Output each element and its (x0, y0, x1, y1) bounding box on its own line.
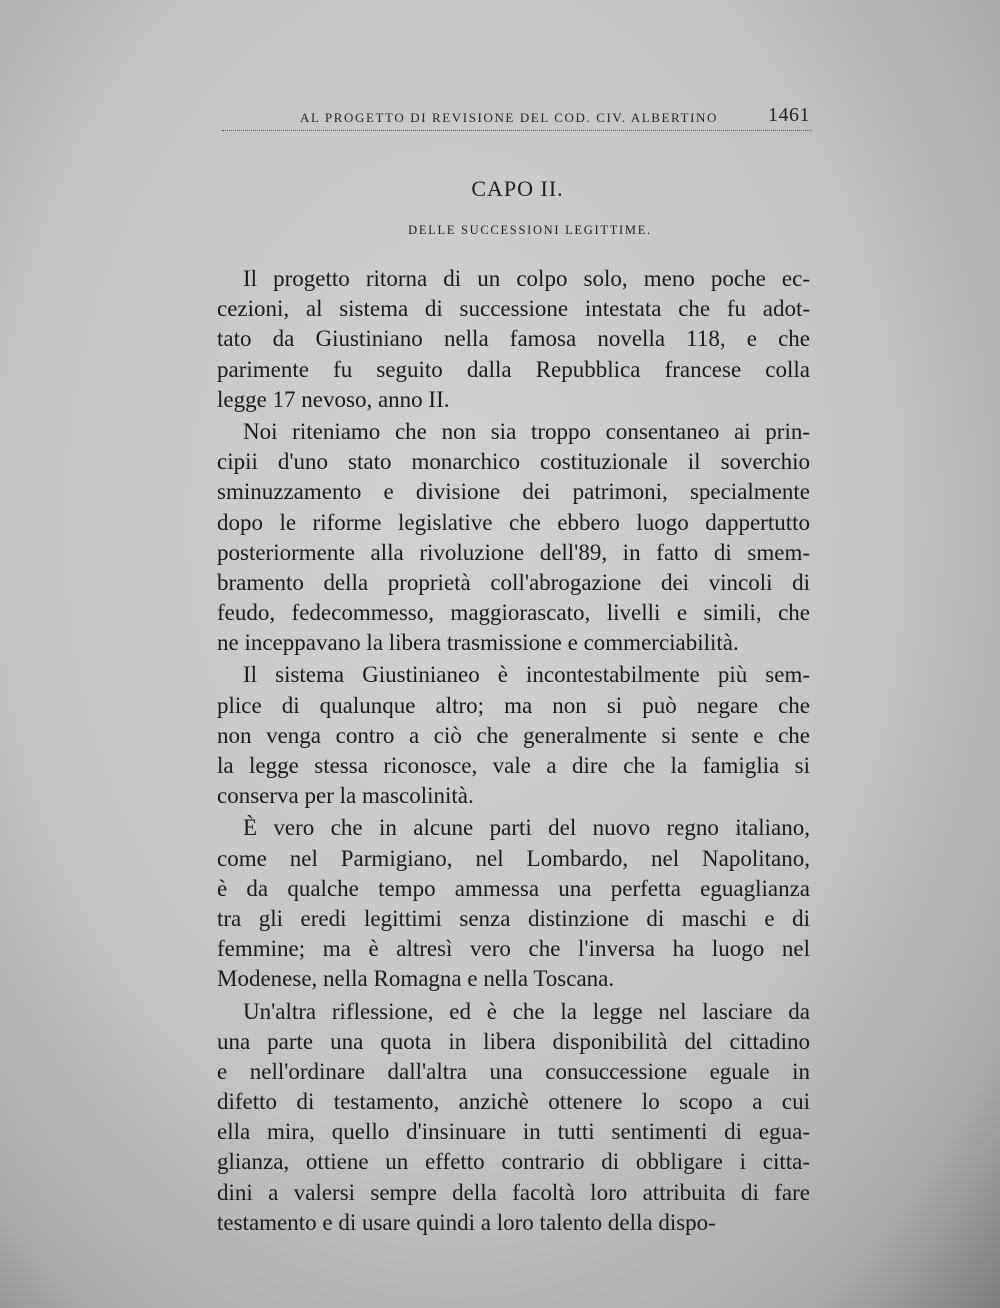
paragraph (217, 417, 810, 659)
text-line: sminuzzamento e divisione dei patrimoni, specialmente (217, 479, 810, 505)
chapter-title: CAPO II. (471, 176, 564, 201)
text-line: ne inceppavano la libera trasmissione e commerciabilità. (217, 630, 739, 656)
text-line: tato da Giustiniano nella famosa novella 118, e che (217, 326, 810, 352)
text-line: cipii d'uno stato monarchico costituzionale il soverchio (217, 449, 810, 475)
text-line: cezioni, al sistema di successione intestata che fu adot- (217, 296, 810, 322)
text-line: parimente fu seguito dalla Repubblica francese colla (217, 356, 810, 382)
text-line: dini a valersi sempre della facoltà loro attribuita di fare (217, 1179, 810, 1205)
text-line: ella mira, quello d'insinuare in tutti sentimenti di egua- (217, 1119, 810, 1145)
text-line: feudo, fedecommesso, maggiorascato, livelli e simili, che (217, 600, 810, 626)
text-line: e nell'ordinare dall'altra una consuccessione eguale in (217, 1058, 810, 1084)
paragraph (217, 813, 810, 994)
text-line: tra gli eredi legittimi senza distinzione di maschi e di (217, 905, 810, 931)
text-line: Noi riteniamo che non sia troppo consentaneo ai prin- (243, 418, 810, 444)
text-line: testamento e di usare quindi a loro talento della dispo- (217, 1209, 716, 1235)
text-line: Modenese, nella Romagna e nella Toscana. (217, 966, 615, 992)
text-line: una parte una quota in libera disponibilità del cittadino (217, 1028, 810, 1054)
text-line: Un'altra riflessione, ed è che la legge nel lasciare da (243, 998, 810, 1024)
running-title: AL PROGETTO DI REVISIONE DEL COD. CIV. ALBERTINO (300, 110, 718, 125)
page-number: 1461 (768, 104, 810, 126)
chapter-subtitle: DELLE SUCCESSIONI LEGITTIME. (408, 223, 652, 237)
text-line: posteriormente alla rivoluzione dell'89, in fatto di smem- (217, 539, 810, 565)
text-line: la legge stessa riconosce, vale a dire che la famiglia si (217, 753, 810, 778)
text-line: glianza, ottiene un effetto contrario di obbligare i citta- (217, 1149, 810, 1175)
paragraph (217, 264, 810, 415)
text-line: Il progetto ritorna di un colpo solo, meno poche ec- (243, 266, 810, 291)
text-line: è da qualche tempo ammessa una perfetta eguaglianza (217, 875, 810, 901)
paragraph (217, 660, 810, 811)
text-line: legge 17 nevoso, anno II. (217, 386, 450, 412)
text-line: plice di qualunque altro; ma non si può negare che (217, 692, 810, 718)
text-line: conserva per la mascolinità. (217, 783, 474, 809)
text-line: difetto di testamento, anzichè ottenere lo scopo a cui (217, 1089, 810, 1115)
text-line: dopo le riforme legislative che ebbero luogo dappertutto (217, 509, 810, 535)
text-line: come nel Parmigiano, nel Lombardo, nel Napolitano, (217, 845, 810, 871)
text-line: È vero che in alcune parti del nuovo regno italiano, (243, 815, 810, 841)
text-line: bramento della proprietà coll'abrogazione dei vincoli di (217, 569, 810, 595)
body-text (217, 264, 810, 1238)
text-line: non venga contro a ciò che generalmente si sente e che (217, 722, 810, 748)
paragraph (217, 997, 810, 1239)
text-line: Il sistema Giustinianeo è incontestabilmente più sem- (243, 662, 810, 688)
text-line: femmine; ma è altresì vero che l'inversa ha luogo nel (217, 936, 810, 962)
running-header (222, 106, 812, 131)
